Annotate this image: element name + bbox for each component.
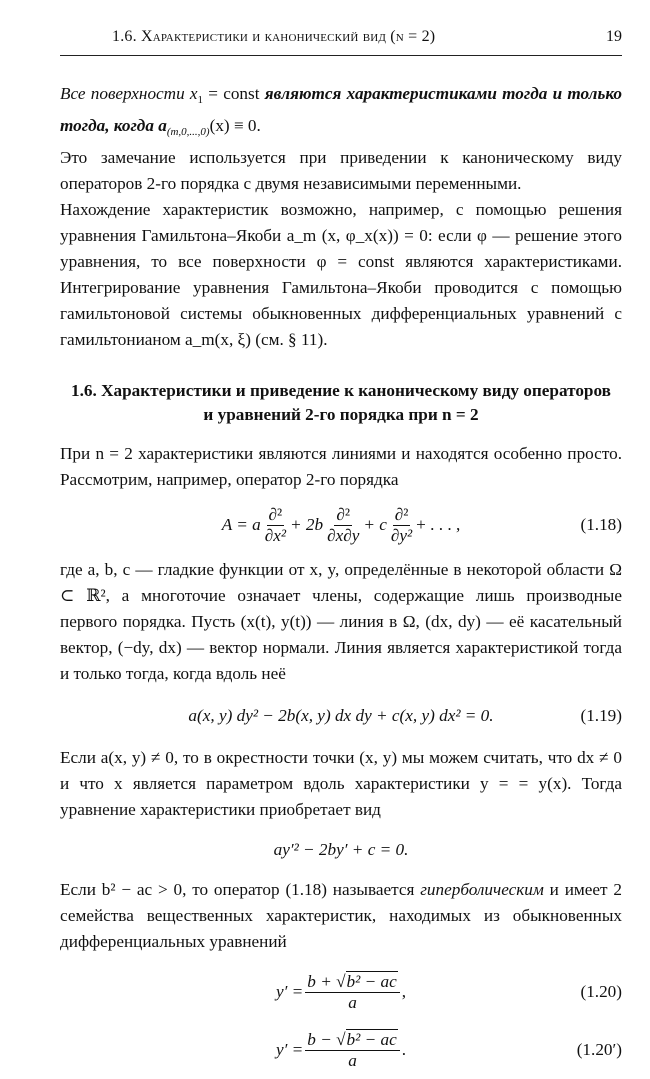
eq118-plus2: + c bbox=[363, 515, 387, 534]
eq120-frac bbox=[305, 972, 399, 1013]
running-header bbox=[60, 18, 622, 56]
eq118-num1: ∂² bbox=[268, 504, 283, 524]
eq118-den1: ∂x² bbox=[264, 525, 287, 545]
eq118-plus1: + 2b bbox=[290, 515, 324, 534]
header-title: 1.6. Характеристики и канонический вид (n = 2) bbox=[112, 28, 436, 45]
para1-tail: , когда a bbox=[105, 116, 167, 135]
eq120p-numerator: b − √b² − ac bbox=[305, 1030, 399, 1051]
page bbox=[60, 18, 622, 1079]
eq120p-den: a bbox=[348, 1050, 357, 1070]
para7-after: и имеет 2 семейства вещественных характеристик, находимых из обыкновенных дифференциальных уравнений bbox=[60, 880, 622, 951]
eq120-lhs: y′ = bbox=[276, 982, 304, 1001]
paragraph-remark: Это замечание используется при приведении к каноническому виду операторов 2-го порядка с двумя независимыми переменными. bbox=[60, 148, 622, 193]
para1-mid: = const bbox=[203, 84, 265, 103]
eq120p-num-a: b − bbox=[307, 1029, 337, 1049]
eq118-lhs: A = a bbox=[221, 515, 261, 534]
eq120p-lhs: y′ = bbox=[276, 1040, 304, 1059]
para1-sub2: (m,0,...,0) bbox=[166, 126, 210, 138]
eq120-num-a: b + bbox=[307, 971, 337, 991]
para7-before: Если b² − ac > 0, то оператор (1.18) называется bbox=[60, 880, 421, 899]
equation-1-18 bbox=[60, 493, 622, 557]
eq118-den2: ∂x∂y bbox=[327, 525, 360, 545]
paragraph-parameter: Если a(x, y) ≠ 0, то в окрестности точки (x, y) мы можем считать, что dx ≠ 0 и что x является параметром вдоль характеристики y = = y(x). Тогда уравнение характеристики приобретает вид bbox=[60, 748, 622, 819]
paragraph-hyperbolic bbox=[60, 877, 622, 955]
section-title-line2: и уравнений 2-го порядка при n = 2 bbox=[203, 405, 479, 424]
eq118-num3: ∂² bbox=[394, 504, 409, 524]
eq118-label: (1.18) bbox=[580, 515, 622, 534]
eq120-den: a bbox=[348, 992, 357, 1012]
eq120-label: (1.20) bbox=[580, 982, 622, 1001]
page-number: 19 bbox=[606, 28, 622, 45]
eq120p-radicand: b² − ac bbox=[346, 1029, 397, 1049]
eq118-frac3 bbox=[389, 505, 414, 546]
section-heading bbox=[60, 379, 622, 427]
eq118-frac2 bbox=[325, 505, 361, 546]
equation-1-20 bbox=[60, 963, 622, 1021]
eq120-radicand: b² − ac bbox=[346, 971, 397, 991]
eq118-den3: ∂y² bbox=[390, 525, 413, 545]
paragraph-definitions: где a, b, c — гладкие функции от x, y, определённые в некоторой области Ω ⊂ ℝ², а многоточие означает члены, содержащие лишь производные первого порядка. Пусть (x(t), y(t)) — линия в Ω, (dx, dy) — её касательный вектор, (−dy, dx) — вектор нормали. Линия является характеристикой тогда и только тогда, когда вдоль неё bbox=[60, 560, 622, 683]
eq118-tail: + . . . , bbox=[416, 515, 461, 534]
eq120-tail: , bbox=[401, 982, 406, 1001]
eq120-numerator: b + √b² − ac bbox=[305, 972, 399, 993]
eq119-text: a(x, y) dy² − 2b(x, y) dx dy + c(x, y) dx² = 0. bbox=[188, 706, 494, 725]
equation-characteristic bbox=[60, 823, 622, 877]
para1-end: (x) ≡ 0. bbox=[209, 116, 261, 135]
para1-sub: 1 bbox=[197, 94, 204, 106]
eq119-label: (1.19) bbox=[580, 706, 622, 725]
eq120p-label: (1.20′) bbox=[576, 1040, 622, 1059]
paragraph-hamilton-jacobi: Нахождение характеристик возможно, например, с помощью решения уравнения Гамильтона–Якоби a_m (x, φ_x(x)) = 0: если φ — решение этого уравнения, то все поверхности φ = const являются характеристиками. Интегрирование уравнения Гамильтона–Якоби проводится с помощью гамильтоновой системы обыкновенных дифференциальных уравнений с гамильтонианом a_m(x, ξ) (см. § 11). bbox=[60, 200, 622, 349]
para1-bold-italic: являются характеристиками тогда и только тогда bbox=[60, 84, 622, 135]
eq120p-tail: . bbox=[401, 1040, 406, 1059]
section-title-line1: 1.6. Характеристики и приведение к каноническому виду операторов bbox=[71, 381, 611, 400]
eq118-frac1 bbox=[263, 505, 288, 546]
eq120p-frac bbox=[305, 1030, 399, 1071]
para7-italic: гиперболическим bbox=[420, 880, 544, 899]
theorem-paragraph bbox=[60, 81, 622, 145]
paragraph-intro-n2: При n = 2 характеристики являются линиями и находятся особенно просто. Рассмотрим, например, оператор 2-го порядка bbox=[60, 444, 622, 489]
equation-1-20-prime bbox=[60, 1021, 622, 1079]
eq-char-text: ay′² − 2by′ + c = 0. bbox=[273, 840, 409, 859]
equation-1-19 bbox=[60, 687, 622, 745]
eq118-num2: ∂² bbox=[336, 504, 351, 524]
para1-italic: Все поверхности x bbox=[60, 84, 198, 103]
